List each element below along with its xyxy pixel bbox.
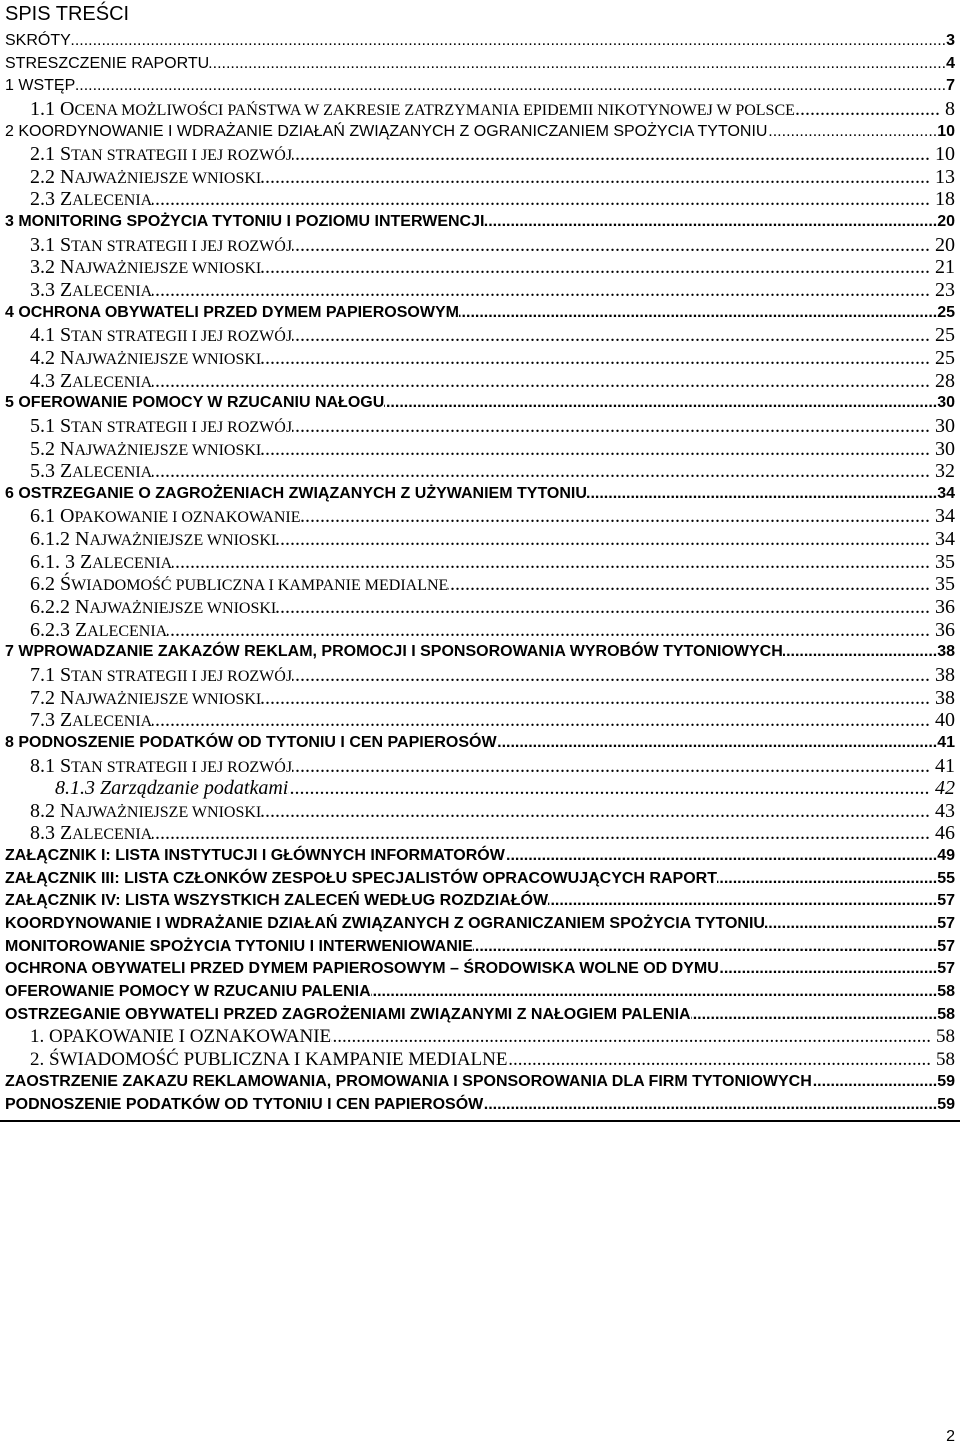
dot-leader (548, 890, 937, 913)
toc-entry-title: 2 KOORDYNOWANIE I WDRAŻANIE DZIAŁAŃ ZWIĄZANYCH Z OGRANICZANIEM SPOŻYCIA TYTONIU (5, 122, 768, 140)
toc-entry-title: STAN STRATEGII I JEJ ROZWÓJ (60, 233, 293, 256)
toc-entry[interactable] (5, 483, 955, 506)
toc-entry-page: 34 (937, 484, 955, 502)
toc-entry-number: 5.1 (30, 414, 55, 437)
toc-entry-title: ZALECENIA (60, 709, 153, 732)
toc-entry[interactable] (5, 98, 955, 121)
toc-entry-label (30, 505, 301, 528)
dot-leader (261, 256, 930, 279)
toc-entry-title: ZAŁĄCZNIK I: LISTA INSTYTUCJI I GŁÓWNYCH INFORMATORÓW (5, 847, 505, 865)
toc-entry-page: 35 (935, 550, 955, 573)
toc-entry-number: 6.1. 3 (30, 550, 75, 573)
toc-entry-page: 38 (937, 643, 955, 661)
toc-entry[interactable] (5, 1026, 955, 1049)
toc-entry-page: 57 (937, 892, 955, 910)
toc-entry[interactable] (5, 755, 955, 778)
toc-entry-page: 8 (945, 97, 955, 120)
table-of-contents (5, 30, 955, 1117)
toc-entry-page: 30 (937, 394, 955, 412)
dot-leader (507, 1049, 931, 1072)
toc-entry-page: 36 (935, 618, 955, 641)
toc-entry-title: 3 MONITORING SPOŻYCIA TYTONIU I POZIOMU INTERWENCJI (5, 213, 485, 231)
toc-entry-title: ZALECENIA (75, 618, 168, 641)
toc-entry-title: OCENA MOŻLIWOŚCI PAŃSTWA W ZAKRESIE ZATRZYMANIA EPIDEMII NIKOTYNOWEJ W POLSCE (60, 97, 795, 120)
toc-entry-title: STAN STRATEGII I JEJ ROZWÓJ (60, 754, 293, 777)
toc-entry-number: 3.2 (30, 256, 55, 279)
toc-entry[interactable] (5, 347, 955, 370)
toc-entry[interactable] (5, 732, 955, 755)
dot-leader (152, 370, 930, 393)
toc-entry-label (30, 143, 292, 166)
toc-entry-label (30, 438, 261, 461)
toc-entry-title: STAN STRATEGII I JEJ ROZWÓJ (60, 663, 293, 686)
toc-entry[interactable] (5, 143, 955, 166)
bottom-rule (0, 1120, 960, 1122)
toc-entry-page: 41 (937, 733, 955, 751)
toc-entry[interactable] (5, 75, 955, 98)
toc-entry-page: 57 (937, 914, 955, 932)
toc-entry-page: 36 (935, 596, 955, 619)
toc-entry-page: 35 (935, 573, 955, 596)
toc-entry-number: 4.2 (30, 346, 55, 369)
dot-leader (261, 347, 930, 370)
toc-entry-title: ZALECENIA (80, 550, 173, 573)
toc-entry[interactable] (5, 392, 955, 415)
dot-leader (209, 53, 946, 76)
toc-entry-number: 1. (30, 1026, 45, 1048)
toc-entry-page: 21 (935, 256, 955, 279)
toc-entry-title: NAJWAŻNIEJSZE WNIOSKI (60, 437, 262, 460)
dot-leader (276, 528, 930, 551)
toc-entry-title: OPAKOWANIE I OZNAKOWANIE (49, 1026, 332, 1048)
toc-entry-page: 59 (937, 1073, 955, 1091)
toc-entry-title: ZAŁĄCZNIK III: LISTA CZŁONKÓW ZESPOŁU SPECJALISTÓW OPRACOWUJĄCYCH RAPORT (5, 869, 717, 887)
toc-entry-label (30, 324, 292, 347)
dot-leader (152, 709, 930, 732)
toc-entry-page: 58 (937, 1005, 955, 1023)
toc-entry[interactable] (5, 528, 955, 551)
dot-leader (473, 936, 937, 959)
dot-leader (301, 505, 931, 528)
toc-entry-title: MONITOROWANIE SPOŻYCIA TYTONIU I INTERWENIOWANIE (5, 937, 473, 955)
toc-entry[interactable] (5, 438, 955, 461)
toc-entry-number: 8.3 (30, 822, 55, 845)
toc-entry[interactable] (5, 121, 955, 144)
toc-entry-page: 23 (935, 279, 955, 302)
toc-entry[interactable] (5, 619, 955, 642)
toc-entry-title: ZALECENIA (60, 460, 153, 483)
toc-entry-title: ZALECENIA (60, 188, 153, 211)
toc-entry-page: 10 (935, 143, 955, 166)
toc-entry-number: 8.1 (30, 754, 55, 777)
toc-entry-title: STAN STRATEGII I JEJ ROZWÓJ (60, 143, 293, 166)
toc-entry-label (30, 822, 152, 845)
toc-entry[interactable] (5, 302, 955, 325)
toc-entry-page: 58 (936, 1026, 955, 1048)
toc-entry[interactable] (5, 981, 955, 1004)
toc-entry-title: ZALECENIA (60, 822, 153, 845)
toc-entry-page: 4 (946, 54, 955, 72)
toc-entry[interactable] (5, 460, 955, 483)
toc-entry[interactable] (5, 958, 955, 981)
dot-leader (292, 415, 930, 438)
toc-entry-title: PODNOSZENIE PODATKÓW OD TYTONIU I CEN PAPIEROSÓW (5, 1096, 484, 1114)
dot-leader (459, 302, 937, 325)
dot-leader (292, 755, 930, 778)
toc-entry-page: 55 (937, 869, 955, 887)
toc-entry[interactable] (5, 936, 955, 959)
toc-entry-label (30, 370, 152, 393)
toc-entry-title: ZALECENIA (60, 279, 153, 302)
dot-leader (331, 1026, 931, 1049)
toc-entry-page: 3 (946, 32, 955, 49)
toc-entry[interactable] (5, 324, 955, 347)
toc-entry-title: 5 OFEROWANIE POMOCY W RZUCANIU NAŁOGU (5, 394, 385, 412)
toc-entry-label (30, 800, 261, 823)
dot-leader (172, 551, 930, 574)
toc-entry-page: 25 (935, 346, 955, 369)
toc-entry-label (30, 528, 276, 551)
toc-entry-page: 38 (935, 663, 955, 686)
toc-entry[interactable] (5, 868, 955, 891)
dot-leader (152, 188, 930, 211)
page-number: 2 (946, 1428, 955, 1445)
toc-entry[interactable] (5, 211, 955, 234)
toc-entry-title: ZAOSTRZENIE ZAKAZU REKLAMOWANIA, PROMOWANIA I SPONSOROWANIA DLA FIRM TYTONIOWYCH (5, 1073, 812, 1091)
toc-entry-title: NAJWAŻNIEJSZE WNIOSKI (75, 528, 277, 551)
toc-entry-title: STAN STRATEGII I JEJ ROZWÓJ (60, 324, 293, 347)
dot-leader (783, 641, 937, 664)
toc-entry-number: 2. (30, 1048, 45, 1070)
dot-leader (767, 121, 937, 144)
toc-entry-number: 8.2 (30, 799, 55, 822)
toc-entry[interactable] (5, 709, 955, 732)
toc-entry-page: 25 (935, 324, 955, 347)
toc-entry-page: 7 (946, 77, 955, 95)
toc-entry-title: NAJWAŻNIEJSZE WNIOSKI (75, 596, 277, 619)
toc-entry-number: 3.3 (30, 279, 55, 302)
dot-leader (292, 143, 930, 166)
toc-entry[interactable] (5, 845, 955, 868)
toc-entry-number: 2.3 (30, 188, 55, 211)
toc-entry[interactable] (5, 890, 955, 913)
toc-entry[interactable] (5, 1049, 955, 1072)
toc-entry-title: 4 OCHRONA OBYWATELI PRZED DYMEM PAPIEROSOWYM (5, 303, 459, 321)
toc-entry-page: 10 (937, 122, 955, 140)
dot-leader (691, 1004, 938, 1027)
toc-entry-title: 6 OSTRZEGANIE O ZAGROŻENIACH ZWIĄZANYCH Z UŻYWANIEM TYTONIU (5, 484, 587, 502)
toc-entry-page: 30 (935, 437, 955, 460)
toc-entry-number: 6.2.2 (30, 596, 70, 619)
toc-entry-page: 58 (936, 1048, 955, 1070)
toc-entry-page: 57 (937, 937, 955, 955)
toc-entry-title: OCHRONA OBYWATELI PRZED DYMEM PAPIEROSOWYM – ŚRODOWISKA WOLNE OD DYMU (5, 960, 719, 978)
toc-entry-number: 6.1 (30, 505, 55, 528)
toc-entry-page: 43 (935, 799, 955, 822)
toc-entry-title: ZAŁĄCZNIK IV: LISTA WSZYSTKICH ZALECEŃ WEDŁUG ROZDZIAŁÓW (5, 892, 549, 910)
dot-leader (261, 438, 930, 461)
dot-leader (371, 981, 938, 1004)
dot-leader (448, 573, 930, 596)
toc-entry-page: 46 (935, 822, 955, 845)
toc-entry-page: 20 (937, 213, 955, 231)
toc-entry[interactable] (5, 913, 955, 936)
toc-entry-label (30, 687, 261, 710)
toc-entry[interactable] (5, 800, 955, 823)
dot-leader (276, 596, 930, 619)
dot-leader (765, 913, 937, 936)
toc-entry-title: 7 WPROWADZANIE ZAKAZÓW REKLAM, PROMOCJI I SPONSOROWANIA WYROBÓW TYTONIOWYCH (5, 643, 783, 661)
dot-leader (483, 1094, 937, 1117)
toc-entry-title: OFEROWANIE POMOCY W RZUCANIU PALENIA (5, 982, 371, 1000)
toc-entry[interactable] (5, 415, 955, 438)
toc-entry-label (30, 1049, 507, 1072)
toc-entry-number: 4.3 (30, 369, 55, 392)
toc-entry-title: ŚWIADOMOŚĆ PUBLICZNA I KAMPANIE MEDIALNE (49, 1048, 508, 1070)
toc-entry[interactable] (5, 551, 955, 574)
dot-leader (484, 211, 937, 234)
toc-entry-page: 25 (937, 303, 955, 321)
toc-entry-title: NAJWAŻNIEJSZE WNIOSKI (60, 686, 262, 709)
toc-entry-label (30, 234, 292, 257)
toc-entry[interactable] (5, 234, 955, 257)
dot-leader (384, 392, 937, 415)
toc-entry-page: 18 (935, 188, 955, 211)
toc-entry[interactable] (5, 596, 955, 619)
dot-leader (717, 868, 937, 891)
dot-leader (167, 619, 930, 642)
toc-entry-title: Zarządzanie podatkami (100, 777, 289, 800)
toc-entry-page: 34 (935, 528, 955, 551)
toc-entry-label (30, 166, 261, 189)
toc-entry-label (30, 256, 261, 279)
toc-entry-number: 6.2.3 (30, 618, 70, 641)
toc-entry[interactable] (5, 30, 955, 53)
toc-entry-label (55, 777, 288, 800)
toc-entry-page: 57 (937, 960, 955, 978)
toc-entry-page: 20 (935, 233, 955, 256)
toc-entry[interactable] (5, 822, 955, 845)
toc-entry-page: 30 (935, 414, 955, 437)
toc-entry-page: 34 (935, 505, 955, 528)
toc-entry-page: 58 (937, 982, 955, 1000)
toc-entry[interactable] (5, 1004, 955, 1027)
toc-entry-label (30, 98, 795, 121)
dot-leader (719, 958, 937, 981)
toc-entry-label (30, 188, 152, 211)
toc-entry-title: ZALECENIA (60, 369, 153, 392)
toc-entry-title: OPAKOWANIE I OZNAKOWANIE (60, 505, 301, 528)
toc-entry-page: 41 (935, 754, 955, 777)
toc-entry-page: 32 (935, 460, 955, 483)
toc-entry-label (30, 596, 276, 619)
dot-leader (261, 800, 930, 823)
toc-entry[interactable] (5, 664, 955, 687)
toc-entry-title: STRESZCZENIE RAPORTU (5, 54, 210, 72)
toc-entry-page: 59 (937, 1096, 955, 1114)
toc-entry-page: 38 (935, 686, 955, 709)
toc-entry[interactable] (5, 641, 955, 664)
dot-leader (795, 98, 940, 121)
toc-entry-title: 8 PODNOSZENIE PODATKÓW OD TYTONIU I CEN PAPIEROSÓW (5, 733, 497, 751)
toc-entry-title: SKRÓTY (5, 32, 71, 49)
page-title: SPIS TREŚCI (5, 3, 130, 25)
dot-leader (292, 664, 930, 687)
toc-entry-title: 1 WSTĘP (5, 77, 76, 95)
toc-entry-title: OSTRZEGANIE OBYWATELI PRZED ZAGROŻENIAMI ZWIĄZANYMI Z NAŁOGIEM PALENIA (5, 1005, 691, 1023)
toc-entry[interactable] (5, 279, 955, 302)
dot-leader (261, 166, 930, 189)
toc-entry[interactable] (5, 188, 955, 211)
toc-entry-number: 3.1 (30, 233, 55, 256)
toc-entry-page: 42 (935, 777, 955, 800)
dot-leader (497, 732, 938, 755)
toc-entry-label (30, 551, 172, 574)
dot-leader (587, 483, 937, 506)
toc-entry[interactable] (5, 1071, 955, 1094)
toc-entry[interactable] (5, 256, 955, 279)
toc-entry-page: 49 (937, 847, 955, 865)
toc-entry-label (30, 415, 292, 438)
toc-entry[interactable] (5, 777, 955, 800)
dot-leader (812, 1071, 937, 1094)
toc-entry-label (30, 1026, 331, 1049)
toc-entry-label (30, 347, 261, 370)
dot-leader (288, 777, 930, 800)
toc-entry-label (30, 460, 152, 483)
toc-entry-title: NAJWAŻNIEJSZE WNIOSKI (60, 165, 262, 188)
toc-entry-page: 28 (935, 369, 955, 392)
toc-entry-number: 5.2 (30, 437, 55, 460)
toc-entry-label (30, 709, 152, 732)
toc-entry-number: 8.1.3 (55, 777, 95, 800)
toc-entry-title: ŚWIADOMOŚĆ PUBLICZNA I KAMPANIE MEDIALNE (60, 573, 449, 596)
toc-entry-number: 7.2 (30, 686, 55, 709)
toc-entry-number: 4.1 (30, 324, 55, 347)
dot-leader (261, 687, 930, 710)
toc-entry-label (30, 664, 292, 687)
toc-entry-title: NAJWAŻNIEJSZE WNIOSKI (60, 346, 262, 369)
dot-leader (292, 324, 930, 347)
toc-entry-number: 7.1 (30, 663, 55, 686)
toc-entry-number: 5.3 (30, 460, 55, 483)
toc-entry-number: 2.2 (30, 165, 55, 188)
toc-entry-page: 13 (935, 165, 955, 188)
toc-entry-number: 7.3 (30, 709, 55, 732)
toc-entry-label (30, 573, 448, 596)
toc-entry[interactable] (5, 166, 955, 189)
toc-entry-number: 6.1.2 (30, 528, 70, 551)
dot-leader (152, 460, 930, 483)
toc-entry[interactable] (5, 53, 955, 76)
toc-entry[interactable] (5, 687, 955, 710)
toc-entry-title: NAJWAŻNIEJSZE WNIOSKI (60, 799, 262, 822)
dot-leader (505, 845, 937, 868)
dot-leader (152, 279, 930, 302)
toc-entry-number: 6.2 (30, 573, 55, 596)
toc-entry-page: 40 (935, 709, 955, 732)
toc-entry-number: 1.1 (30, 97, 55, 120)
toc-entry-title: NAJWAŻNIEJSZE WNIOSKI (60, 256, 262, 279)
toc-entry[interactable] (5, 1094, 955, 1117)
toc-entry-label (30, 619, 167, 642)
dot-leader (152, 822, 930, 845)
toc-entry-label (30, 279, 152, 302)
toc-entry[interactable] (5, 505, 955, 528)
toc-entry[interactable] (5, 573, 955, 596)
toc-entry-title: KOORDYNOWANIE I WDRAŻANIE DZIAŁAŃ ZWIĄZANYCH Z OGRANICZANIEM SPOŻYCIA TYTONIU (5, 914, 765, 932)
toc-entry-label (30, 755, 292, 778)
toc-entry[interactable] (5, 370, 955, 393)
dot-leader (75, 75, 946, 98)
toc-entry-title: STAN STRATEGII I JEJ ROZWÓJ (60, 414, 293, 437)
toc-entry-number: 2.1 (30, 143, 55, 166)
dot-leader (292, 234, 930, 257)
dot-leader (71, 30, 946, 53)
